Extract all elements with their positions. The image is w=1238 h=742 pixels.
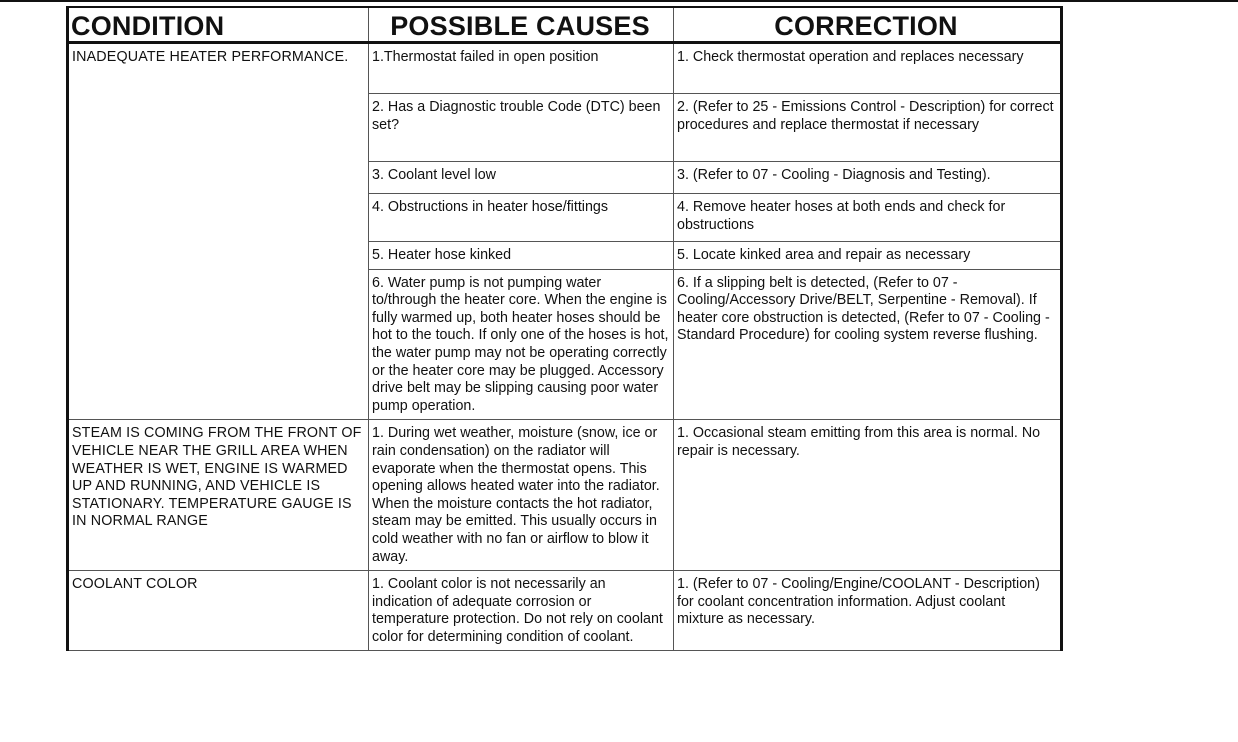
cause-cell: 1. Coolant color is not necessarily an indication of adequate corrosion or temperature protection. Do not rely on coolant color for determining condition of coolant. xyxy=(369,571,674,651)
header-row xyxy=(68,7,1062,43)
correction-cell: 6. If a slipping belt is detected, (Refer to 07 - Cooling/Accessory Drive/BELT, Serpentine - Removal). If heater core obstruction is detected, (Refer to 07 - Cooling - Standard Procedure) for cooling system reverse flushing. xyxy=(674,269,1062,420)
cause-cell: 5. Heater hose kinked xyxy=(369,242,674,270)
table-row xyxy=(68,420,1062,571)
correction-cell: 1. Check thermostat operation and replaces necessary xyxy=(674,43,1062,94)
condition-cell: STEAM IS COMING FROM THE FRONT OF VEHICLE NEAR THE GRILL AREA WHEN WEATHER IS WET, ENGINE IS WARMED UP AND RUNNING, AND VEHICLE IS STATIONARY. TEMPERATURE GAUGE IS IN NORMAL RANGE xyxy=(68,420,369,571)
cause-cell: 1. During wet weather, moisture (snow, ice or rain condensation) on the radiator will evaporate when the thermostat opens. This opening allows heated water into the radiator. When the moisture contacts the hot radiator, steam may be emitted. This usually occurs in cold weather with no fan or airflow to blow it away. xyxy=(369,420,674,571)
correction-cell: 1. (Refer to 07 - Cooling/Engine/COOLANT - Description) for coolant concentration information. Adjust coolant mixture as necessary. xyxy=(674,571,1062,651)
cause-cell: 2. Has a Diagnostic trouble Code (DTC) been set? xyxy=(369,94,674,162)
cause-cell: 3. Coolant level low xyxy=(369,162,674,194)
table-row xyxy=(68,571,1062,651)
condition-cell: COOLANT COLOR xyxy=(68,571,369,651)
header-possible-causes: POSSIBLE CAUSES xyxy=(369,7,674,43)
page-top-rule xyxy=(0,0,1238,2)
cause-cell: 1.Thermostat failed in open position xyxy=(369,43,674,94)
correction-cell: 2. (Refer to 25 - Emissions Control - Description) for correct procedures and replace thermostat if necessary xyxy=(674,94,1062,162)
cause-cell: 6. Water pump is not pumping water to/through the heater core. When the engine is fully warmed up, both heater hoses should be hot to the touch. If only one of the hoses is hot, the water pump may not be operating correctly or the heater core may be plugged. Accessory drive belt may be slipping causing poor water pump operation. xyxy=(369,269,674,420)
cause-cell: 4. Obstructions in heater hose/fittings xyxy=(369,194,674,242)
correction-cell: 5. Locate kinked area and repair as necessary xyxy=(674,242,1062,270)
correction-cell: 3. (Refer to 07 - Cooling - Diagnosis and Testing). xyxy=(674,162,1062,194)
correction-cell: 4. Remove heater hoses at both ends and check for obstructions xyxy=(674,194,1062,242)
condition-cell: INADEQUATE HEATER PERFORMANCE. xyxy=(68,43,369,420)
header-correction: CORRECTION xyxy=(674,7,1062,43)
table-row xyxy=(68,43,1062,94)
correction-cell: 1. Occasional steam emitting from this area is normal. No repair is necessary. xyxy=(674,420,1062,571)
header-condition: CONDITION xyxy=(68,7,369,43)
diagnosis-table xyxy=(66,6,1063,651)
